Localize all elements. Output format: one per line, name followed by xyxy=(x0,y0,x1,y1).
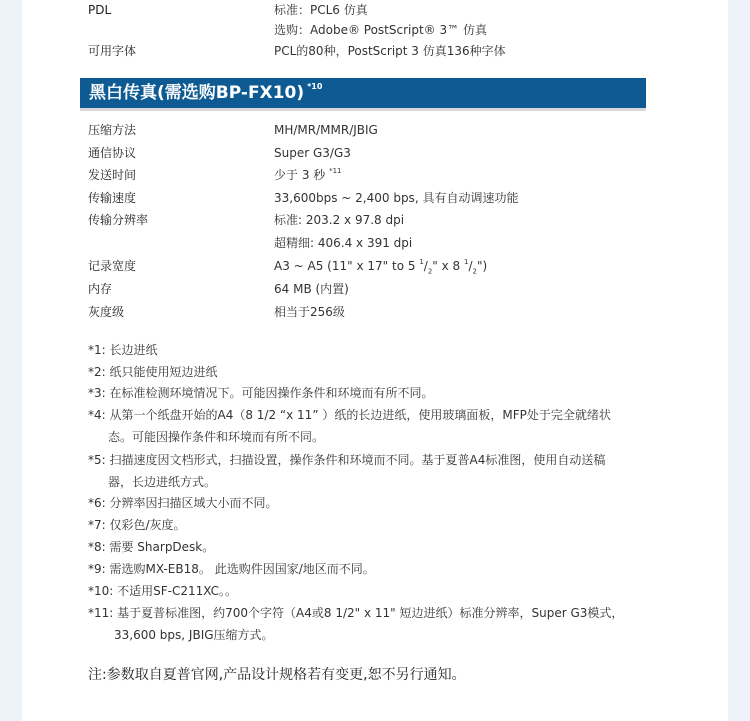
section-title-text: 黑白传真(需选购BP-FX10) xyxy=(89,83,305,103)
spec-value-pdl-standard: 标准：PCL6 仿真 xyxy=(274,3,368,17)
spec-value-fonts: PCL的80种，PostScript 3 仿真136种字体 xyxy=(274,44,506,58)
footnote-11: *11: 基于夏普标准图，约700个字符（A4或8 1/2" x 11" 短边进纸）标准分辨率，Super G3模式， xyxy=(88,606,624,620)
send-time-ref: *11 xyxy=(329,167,342,175)
send-time-text: 少于 3 秒 xyxy=(274,168,326,182)
spec-label-grayscale: 灰度级 xyxy=(88,305,125,319)
section-banner-fax xyxy=(80,78,646,111)
footnote-7: *7: 仅彩色/灰度。 xyxy=(88,518,186,532)
footnote-8: *8: 需要 SharpDesk。 xyxy=(88,540,215,554)
recording-width-suffix: ") xyxy=(476,259,488,273)
spec-value-protocol: Super G3/G3 xyxy=(274,146,351,160)
recording-width-prefix: A3 ~ A5 (11" x 17" to 5 xyxy=(274,259,420,273)
spec-value-speed: 33,600bps ~ 2,400 bps, 具有自动调速功能 xyxy=(274,191,519,205)
footnote-10: *10: 不适用SF-C211XC。。 xyxy=(88,584,237,598)
fraction-denominator-1: 2 xyxy=(427,267,433,276)
spec-value-compression: MH/MR/MMR/JBIG xyxy=(274,123,378,137)
spec-label-send-time: 发送时间 xyxy=(88,168,137,182)
footnote-4: *4: 从第一个纸盘开始的A4（8 1/2 “x 11” ）纸的长边进纸，使用玻璃面板，MFP处于完全就绪状 xyxy=(88,408,611,422)
spec-value-pdl-option: 选购：Adobe® PostScript® 3™ 仿真 xyxy=(274,23,487,37)
recording-width-mid: " x 8 xyxy=(432,259,464,273)
spec-label-resolution: 传输分辨率 xyxy=(88,213,149,227)
footnote-3: *3: 在标准检测环境情况下。可能因操作条件和环境而有所不同。 xyxy=(88,386,434,400)
spec-value-resolution-standard: 标准: 203.2 x 97.8 dpi xyxy=(274,213,405,227)
spec-value-resolution-ultra: 超精细: 406.4 x 391 dpi xyxy=(274,236,413,250)
footnote-11-cont: 33,600 bps, JBIG压缩方式。 xyxy=(114,628,274,642)
spec-label-protocol: 通信协议 xyxy=(88,146,137,160)
spec-sheet-page xyxy=(22,0,728,721)
footnote-5: *5: 扫描速度因文档形式，扫描设置，操作条件和环境而不同。基于夏普A4标准图，使用自动送稿 xyxy=(88,453,606,467)
spec-label-speed: 传输速度 xyxy=(88,191,137,205)
footnote-1: *1: 长边进纸 xyxy=(88,343,158,357)
fraction-numerator-1: 1 xyxy=(419,258,424,266)
fraction-numerator-2: 1 xyxy=(464,258,469,266)
spec-label-memory: 内存 xyxy=(88,282,113,296)
footnote-4-cont: 态。可能因操作条件和环境而有所不同。 xyxy=(108,430,325,444)
spec-label-recording-width: 记录宽度 xyxy=(88,259,137,273)
spec-label-compression: 压缩方法 xyxy=(88,123,137,137)
spec-value-memory: 64 MB (内置) xyxy=(274,282,349,296)
footnote-5-cont: 器，长边进纸方式。 xyxy=(108,475,217,489)
fraction-denominator-2: 2 xyxy=(472,267,477,276)
footnote-2: *2: 纸只能使用短边进纸 xyxy=(88,365,218,379)
section-footnote-ref: *10 xyxy=(307,82,323,91)
footnote-6: *6: 分辨率因扫描区域大小而不同。 xyxy=(88,496,278,510)
disclaimer: 注:参数取自夏普官网,产品设计规格若有变更,恕不另行通知。 xyxy=(88,667,466,683)
spec-label-pdl: PDL xyxy=(88,3,112,17)
spec-value-grayscale: 相当于256级 xyxy=(274,305,345,319)
section-title xyxy=(89,83,322,103)
footnote-9: *9: 需选购MX-EB18。 此选购件因国家/地区而不同。 xyxy=(88,562,375,576)
spec-value-recording-width: A3 ~ A5 (11" x 17" to 5 $^1/_2$" x 8 $^1/_2$") xyxy=(274,258,488,276)
spec-value-send-time xyxy=(274,167,342,183)
spec-label-fonts: 可用字体 xyxy=(88,44,137,58)
